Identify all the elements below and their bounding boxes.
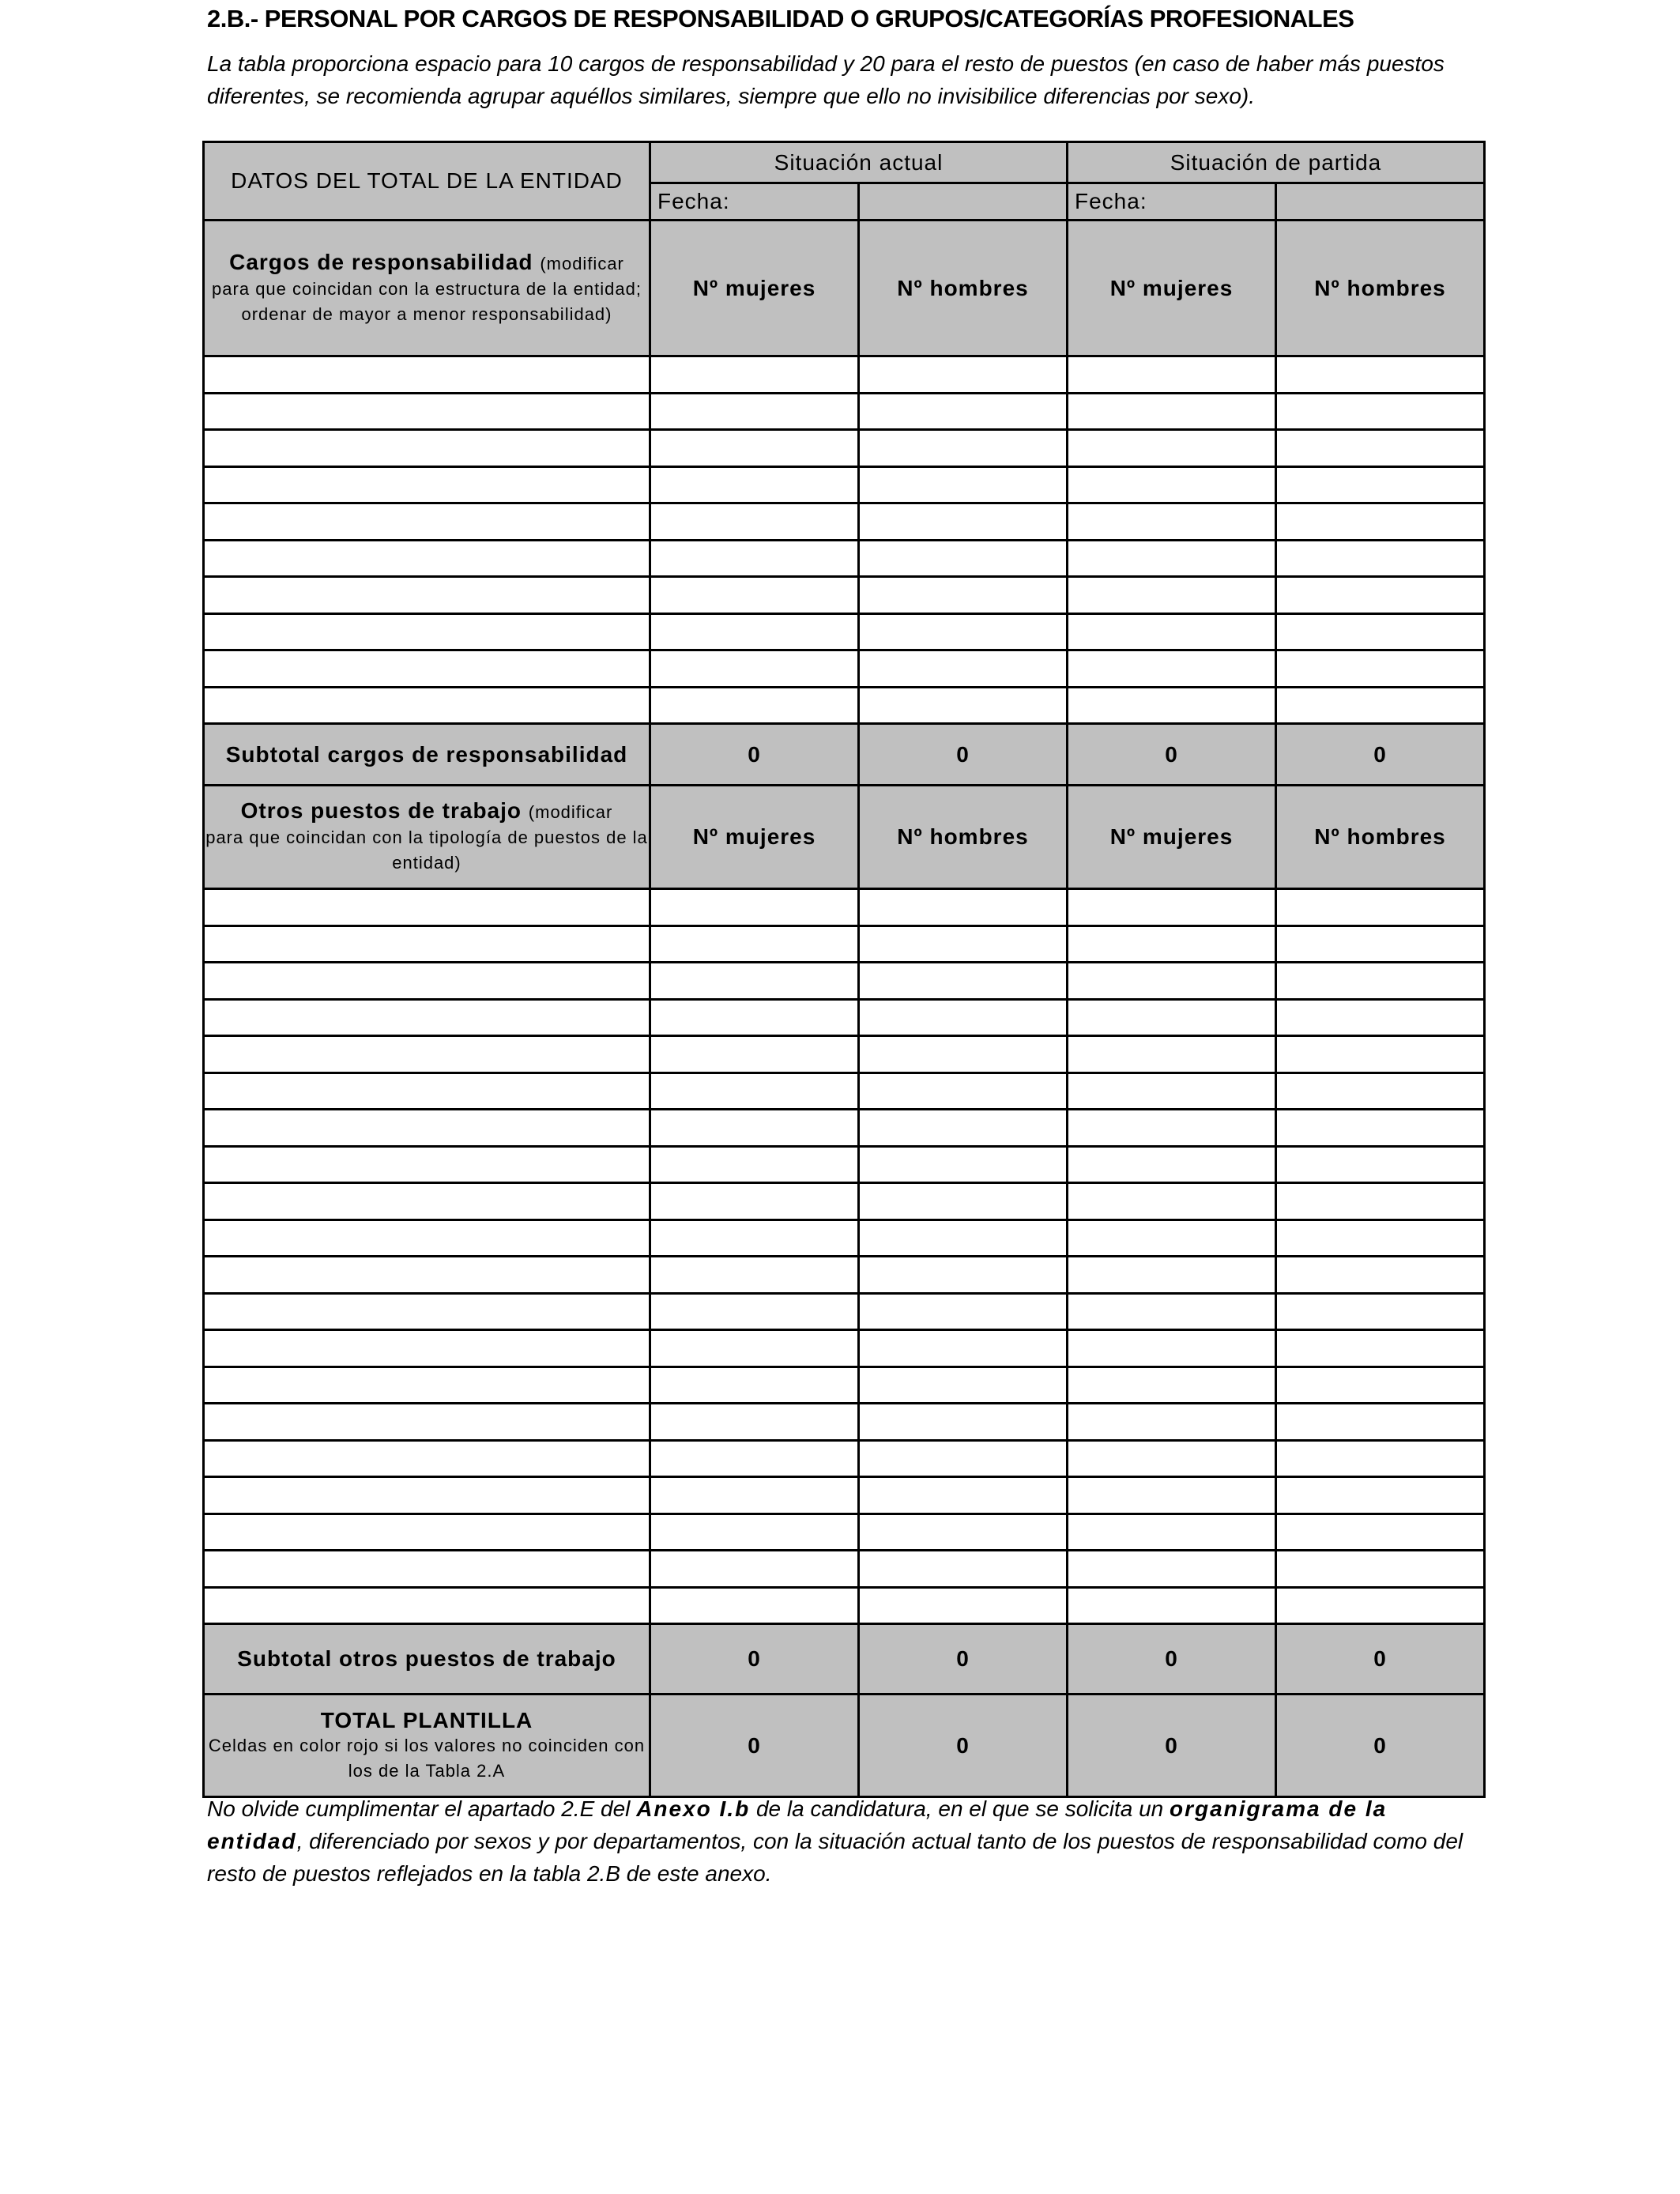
subtotal-cargos-value: 0 bbox=[859, 724, 1068, 786]
cargos-name-cell[interactable] bbox=[204, 503, 650, 541]
otros-count-cell[interactable] bbox=[859, 1367, 1068, 1404]
otros-count-cell[interactable] bbox=[650, 1036, 859, 1073]
col-hombres-actual: Nº hombres bbox=[859, 221, 1068, 356]
otros-row bbox=[204, 1477, 1485, 1514]
otros-row bbox=[204, 963, 1485, 1000]
cargos-count-cell[interactable] bbox=[650, 430, 859, 467]
cargos-name-cell[interactable] bbox=[204, 430, 650, 467]
otros-row bbox=[204, 1330, 1485, 1367]
otros-row bbox=[204, 925, 1485, 963]
otros-count-cell[interactable] bbox=[650, 1477, 859, 1514]
otros-name-cell[interactable] bbox=[204, 1551, 650, 1588]
otros-row bbox=[204, 1404, 1485, 1441]
fecha-actual-label: Fecha: bbox=[650, 183, 859, 221]
otros-count-cell[interactable] bbox=[1068, 1440, 1276, 1477]
cargos-count-cell[interactable] bbox=[1276, 430, 1485, 467]
cargos-name-cell[interactable] bbox=[204, 577, 650, 614]
otros-name-cell[interactable] bbox=[204, 1477, 650, 1514]
cargos-name-cell[interactable] bbox=[204, 540, 650, 577]
subtotal-otros-value: 0 bbox=[859, 1624, 1068, 1695]
otros-name-cell[interactable] bbox=[204, 963, 650, 1000]
otros-header bbox=[204, 786, 650, 889]
otros-count-cell[interactable] bbox=[859, 1036, 1068, 1073]
otros-count-cell[interactable] bbox=[859, 999, 1068, 1036]
otros-count-cell[interactable] bbox=[859, 1330, 1068, 1367]
otros-count-cell[interactable] bbox=[650, 1514, 859, 1551]
cargos-count-cell[interactable] bbox=[1068, 577, 1276, 614]
total-value: 0 bbox=[859, 1695, 1068, 1797]
cargos-count-cell[interactable] bbox=[859, 540, 1068, 577]
otros-count-cell[interactable] bbox=[1276, 1146, 1485, 1183]
otros-count-cell[interactable] bbox=[1068, 1110, 1276, 1147]
otros-count-cell[interactable] bbox=[650, 1110, 859, 1147]
otros-name-cell[interactable] bbox=[204, 1404, 650, 1441]
otros-count-cell[interactable] bbox=[1068, 1330, 1276, 1367]
cargos-count-cell[interactable] bbox=[650, 650, 859, 688]
total-plantilla-header bbox=[204, 1695, 650, 1797]
otros-count-cell[interactable] bbox=[1276, 999, 1485, 1036]
cargos-count-cell[interactable] bbox=[859, 650, 1068, 688]
otros-count-cell[interactable] bbox=[650, 1220, 859, 1257]
otros-name-cell[interactable] bbox=[204, 1183, 650, 1220]
fecha-partida-input[interactable] bbox=[1276, 183, 1485, 221]
otros-count-cell[interactable] bbox=[650, 1367, 859, 1404]
footnote-part3: , diferenciado por sexos y por departamentos, con la situación actual tanto de los puestos de responsabilidad como del resto de puestos reflejados en la tabla 2.B de este anexo. bbox=[207, 1829, 1463, 1886]
otros-count-cell[interactable] bbox=[859, 925, 1068, 963]
footnote bbox=[207, 1793, 1479, 1890]
otros-name-cell[interactable] bbox=[204, 1330, 650, 1367]
total-value: 0 bbox=[1276, 1695, 1485, 1797]
fecha-partida-label: Fecha: bbox=[1068, 183, 1276, 221]
cargos-count-cell[interactable] bbox=[859, 356, 1068, 394]
cargos-row bbox=[204, 577, 1485, 614]
otros-count-cell[interactable] bbox=[650, 1072, 859, 1110]
cargos-count-cell[interactable] bbox=[650, 503, 859, 541]
otros-count-cell[interactable] bbox=[859, 1072, 1068, 1110]
cargos-note-inline: (modificar bbox=[540, 253, 624, 273]
otros-count-cell[interactable] bbox=[650, 1440, 859, 1477]
otros-row bbox=[204, 1440, 1485, 1477]
otros-count-cell[interactable] bbox=[1068, 1072, 1276, 1110]
intro-text: La tabla proporciona espacio para 10 cargos de responsabilidad y 20 para el resto de puestos (en caso de haber más puestos diferentes, se recomienda agrupar aquéllos similares, siempre que ello no invisibilice diferencias por sexo). bbox=[207, 51, 1445, 108]
situacion-partida-header: Situación de partida bbox=[1068, 142, 1485, 183]
otros-name-cell[interactable] bbox=[204, 1110, 650, 1147]
otros-name-cell[interactable] bbox=[204, 1072, 650, 1110]
otros-name-cell[interactable] bbox=[204, 999, 650, 1036]
cargos-count-cell[interactable] bbox=[1068, 613, 1276, 650]
cargos-name-cell[interactable] bbox=[204, 687, 650, 724]
otros-name-cell[interactable] bbox=[204, 1440, 650, 1477]
cargos-count-cell[interactable] bbox=[859, 503, 1068, 541]
cargos-count-cell[interactable] bbox=[1068, 503, 1276, 541]
otros-count-cell[interactable] bbox=[650, 925, 859, 963]
cargos-count-cell[interactable] bbox=[859, 430, 1068, 467]
cargos-count-cell[interactable] bbox=[650, 466, 859, 503]
cargos-count-cell[interactable] bbox=[1276, 466, 1485, 503]
footnote-part2: de la candidatura, en el que se solicita un bbox=[750, 1796, 1170, 1821]
subtotal-cargos-label: Subtotal cargos de responsabilidad bbox=[204, 724, 650, 786]
otros-name-cell[interactable] bbox=[204, 1587, 650, 1624]
otros-row bbox=[204, 999, 1485, 1036]
cargos-row bbox=[204, 430, 1485, 467]
cargos-row bbox=[204, 393, 1485, 430]
cargos-count-cell[interactable] bbox=[859, 577, 1068, 614]
otros-count-cell[interactable] bbox=[650, 1146, 859, 1183]
cargos-name-cell[interactable] bbox=[204, 466, 650, 503]
otros-row bbox=[204, 1551, 1485, 1588]
cargos-count-cell[interactable] bbox=[1068, 650, 1276, 688]
cargos-count-cell[interactable] bbox=[1276, 613, 1485, 650]
otros-count-cell[interactable] bbox=[1068, 1036, 1276, 1073]
otros-count-cell[interactable] bbox=[650, 1257, 859, 1294]
otros-count-cell[interactable] bbox=[1276, 1036, 1485, 1073]
otros-count-cell[interactable] bbox=[1068, 1146, 1276, 1183]
otros-count-cell[interactable] bbox=[1068, 1220, 1276, 1257]
otros-row bbox=[204, 1367, 1485, 1404]
cargos-count-cell[interactable] bbox=[1068, 466, 1276, 503]
otros-count-cell[interactable] bbox=[650, 1551, 859, 1588]
cargos-count-cell[interactable] bbox=[1068, 430, 1276, 467]
otros-count-cell[interactable] bbox=[650, 1404, 859, 1441]
otros-count-cell[interactable] bbox=[1276, 1551, 1485, 1588]
col-hombres-partida: Nº hombres bbox=[1276, 786, 1485, 889]
otros-row bbox=[204, 1587, 1485, 1624]
otros-count-cell[interactable] bbox=[1276, 1477, 1485, 1514]
section-title: 2.B.- PERSONAL POR CARGOS DE RESPONSABILIDAD O GRUPOS/CATEGORÍAS PROFESIONALES bbox=[207, 5, 1354, 32]
total-plantilla-label: TOTAL PLANTILLA bbox=[320, 1707, 533, 1732]
cargos-count-cell[interactable] bbox=[859, 393, 1068, 430]
otros-count-cell[interactable] bbox=[650, 999, 859, 1036]
otros-note-inline: (modificar bbox=[528, 802, 613, 822]
cargos-count-cell[interactable] bbox=[1068, 687, 1276, 724]
otros-name-cell[interactable] bbox=[204, 889, 650, 926]
otros-count-cell[interactable] bbox=[1068, 889, 1276, 926]
otros-note: para que coincidan con la tipología de puestos de la entidad) bbox=[205, 827, 648, 873]
total-value: 0 bbox=[650, 1695, 859, 1797]
footnote-bold-organigrama: organigrama de la entidad bbox=[207, 1796, 1388, 1853]
otros-count-cell[interactable] bbox=[650, 1330, 859, 1367]
otros-count-cell[interactable] bbox=[1276, 1587, 1485, 1624]
cargos-count-cell[interactable] bbox=[859, 687, 1068, 724]
otros-name-cell[interactable] bbox=[204, 1036, 650, 1073]
otros-count-cell[interactable] bbox=[1276, 925, 1485, 963]
otros-count-cell[interactable] bbox=[1276, 963, 1485, 1000]
cargos-count-cell[interactable] bbox=[650, 687, 859, 724]
otros-count-cell[interactable] bbox=[859, 1110, 1068, 1147]
otros-count-cell[interactable] bbox=[859, 1477, 1068, 1514]
cargos-note: para que coincidan con la estructura de la entidad; ordenar de mayor a menor responsabilidad) bbox=[212, 278, 642, 324]
otros-count-cell[interactable] bbox=[1276, 1110, 1485, 1147]
otros-count-cell[interactable] bbox=[650, 1587, 859, 1624]
total-plantilla-note: Celdas en color rojo si los valores no coinciden con los de la Tabla 2.A bbox=[208, 1735, 646, 1781]
otros-row bbox=[204, 1146, 1485, 1183]
otros-count-cell[interactable] bbox=[859, 1146, 1068, 1183]
staff-table bbox=[202, 141, 1486, 1798]
otros-count-cell[interactable] bbox=[1068, 1587, 1276, 1624]
footnote-part1: No olvide cumplimentar el apartado 2.E del bbox=[207, 1796, 637, 1821]
col-hombres-actual: Nº hombres bbox=[859, 786, 1068, 889]
cargos-count-cell[interactable] bbox=[1276, 503, 1485, 541]
cargos-count-cell[interactable] bbox=[1276, 356, 1485, 394]
otros-count-cell[interactable] bbox=[1068, 999, 1276, 1036]
subtotal-cargos-value: 0 bbox=[650, 724, 859, 786]
cargos-count-cell[interactable] bbox=[1068, 356, 1276, 394]
otros-count-cell[interactable] bbox=[1276, 1293, 1485, 1330]
otros-count-cell[interactable] bbox=[859, 1257, 1068, 1294]
cargos-count-cell[interactable] bbox=[859, 466, 1068, 503]
otros-count-cell[interactable] bbox=[1276, 1440, 1485, 1477]
otros-count-cell[interactable] bbox=[1068, 1551, 1276, 1588]
cargos-count-cell[interactable] bbox=[650, 577, 859, 614]
col-mujeres-partida: Nº mujeres bbox=[1068, 786, 1276, 889]
cargos-count-cell[interactable] bbox=[1276, 540, 1485, 577]
col-hombres-partida: Nº hombres bbox=[1276, 221, 1485, 356]
otros-title: Otros puestos de trabajo bbox=[240, 798, 522, 823]
otros-count-cell[interactable] bbox=[650, 1183, 859, 1220]
otros-name-cell[interactable] bbox=[204, 1514, 650, 1551]
otros-row bbox=[204, 1257, 1485, 1294]
entity-header: DATOS DEL TOTAL DE LA ENTIDAD bbox=[204, 142, 650, 221]
cargos-name-cell[interactable] bbox=[204, 613, 650, 650]
cargos-row bbox=[204, 613, 1485, 650]
cargos-count-cell[interactable] bbox=[1276, 393, 1485, 430]
cargos-name-cell[interactable] bbox=[204, 650, 650, 688]
otros-count-cell[interactable] bbox=[1276, 889, 1485, 926]
otros-count-cell[interactable] bbox=[650, 1293, 859, 1330]
otros-count-cell[interactable] bbox=[650, 889, 859, 926]
cargos-title: Cargos de responsabilidad bbox=[229, 249, 533, 274]
total-value: 0 bbox=[1068, 1695, 1276, 1797]
cargos-row bbox=[204, 650, 1485, 688]
otros-count-cell[interactable] bbox=[859, 1440, 1068, 1477]
otros-row bbox=[204, 1110, 1485, 1147]
otros-row bbox=[204, 889, 1485, 926]
subtotal-otros-label: Subtotal otros puestos de trabajo bbox=[204, 1624, 650, 1695]
cargos-count-cell[interactable] bbox=[859, 613, 1068, 650]
otros-count-cell[interactable] bbox=[859, 1183, 1068, 1220]
cargos-count-cell[interactable] bbox=[1276, 687, 1485, 724]
otros-count-cell[interactable] bbox=[859, 1587, 1068, 1624]
cargos-row bbox=[204, 466, 1485, 503]
otros-row bbox=[204, 1293, 1485, 1330]
cargos-count-cell[interactable] bbox=[650, 393, 859, 430]
cargos-header bbox=[204, 221, 650, 356]
cargos-count-cell[interactable] bbox=[650, 356, 859, 394]
col-mujeres-actual: Nº mujeres bbox=[650, 786, 859, 889]
otros-count-cell[interactable] bbox=[1068, 1257, 1276, 1294]
otros-count-cell[interactable] bbox=[1068, 1477, 1276, 1514]
cargos-count-cell[interactable] bbox=[1276, 650, 1485, 688]
cargos-name-cell[interactable] bbox=[204, 356, 650, 394]
col-mujeres-partida: Nº mujeres bbox=[1068, 221, 1276, 356]
subtotal-otros-value: 0 bbox=[1276, 1624, 1485, 1695]
cargos-count-cell[interactable] bbox=[650, 613, 859, 650]
otros-row bbox=[204, 1183, 1485, 1220]
otros-count-cell[interactable] bbox=[1068, 1404, 1276, 1441]
cargos-row bbox=[204, 356, 1485, 394]
otros-count-cell[interactable] bbox=[859, 1404, 1068, 1441]
otros-count-cell[interactable] bbox=[859, 889, 1068, 926]
cargos-count-cell[interactable] bbox=[1068, 540, 1276, 577]
otros-name-cell[interactable] bbox=[204, 1367, 650, 1404]
footnote-bold-anexo: Anexo I.b bbox=[636, 1796, 751, 1821]
subtotal-cargos-value: 0 bbox=[1068, 724, 1276, 786]
otros-count-cell[interactable] bbox=[1276, 1220, 1485, 1257]
situacion-actual-header: Situación actual bbox=[650, 142, 1068, 183]
subtotal-otros-value: 0 bbox=[1068, 1624, 1276, 1695]
fecha-actual-input[interactable] bbox=[859, 183, 1068, 221]
otros-count-cell[interactable] bbox=[1276, 1330, 1485, 1367]
otros-count-cell[interactable] bbox=[859, 1514, 1068, 1551]
otros-name-cell[interactable] bbox=[204, 1220, 650, 1257]
otros-name-cell[interactable] bbox=[204, 1293, 650, 1330]
otros-count-cell[interactable] bbox=[1068, 1367, 1276, 1404]
otros-row bbox=[204, 1036, 1485, 1073]
otros-count-cell[interactable] bbox=[1276, 1367, 1485, 1404]
cargos-row bbox=[204, 503, 1485, 541]
otros-name-cell[interactable] bbox=[204, 925, 650, 963]
otros-name-cell[interactable] bbox=[204, 1257, 650, 1294]
otros-count-cell[interactable] bbox=[1276, 1072, 1485, 1110]
otros-count-cell[interactable] bbox=[859, 963, 1068, 1000]
otros-name-cell[interactable] bbox=[204, 1146, 650, 1183]
otros-count-cell[interactable] bbox=[859, 1220, 1068, 1257]
otros-count-cell[interactable] bbox=[1276, 1404, 1485, 1441]
otros-count-cell[interactable] bbox=[1068, 1293, 1276, 1330]
subtotal-otros-value: 0 bbox=[650, 1624, 859, 1695]
otros-count-cell[interactable] bbox=[1068, 925, 1276, 963]
cargos-count-cell[interactable] bbox=[1276, 577, 1485, 614]
cargos-row bbox=[204, 687, 1485, 724]
otros-count-cell[interactable] bbox=[1068, 1514, 1276, 1551]
otros-row bbox=[204, 1220, 1485, 1257]
cargos-count-cell[interactable] bbox=[650, 540, 859, 577]
cargos-count-cell[interactable] bbox=[1068, 393, 1276, 430]
otros-count-cell[interactable] bbox=[1276, 1257, 1485, 1294]
cargos-name-cell[interactable] bbox=[204, 393, 650, 430]
otros-count-cell[interactable] bbox=[1068, 1183, 1276, 1220]
otros-count-cell[interactable] bbox=[859, 1551, 1068, 1588]
otros-count-cell[interactable] bbox=[1276, 1514, 1485, 1551]
cargos-row bbox=[204, 540, 1485, 577]
subtotal-cargos-value: 0 bbox=[1276, 724, 1485, 786]
otros-count-cell[interactable] bbox=[859, 1293, 1068, 1330]
col-mujeres-actual: Nº mujeres bbox=[650, 221, 859, 356]
otros-count-cell[interactable] bbox=[1068, 963, 1276, 1000]
otros-count-cell[interactable] bbox=[650, 963, 859, 1000]
otros-row bbox=[204, 1072, 1485, 1110]
otros-row bbox=[204, 1514, 1485, 1551]
otros-count-cell[interactable] bbox=[1276, 1183, 1485, 1220]
